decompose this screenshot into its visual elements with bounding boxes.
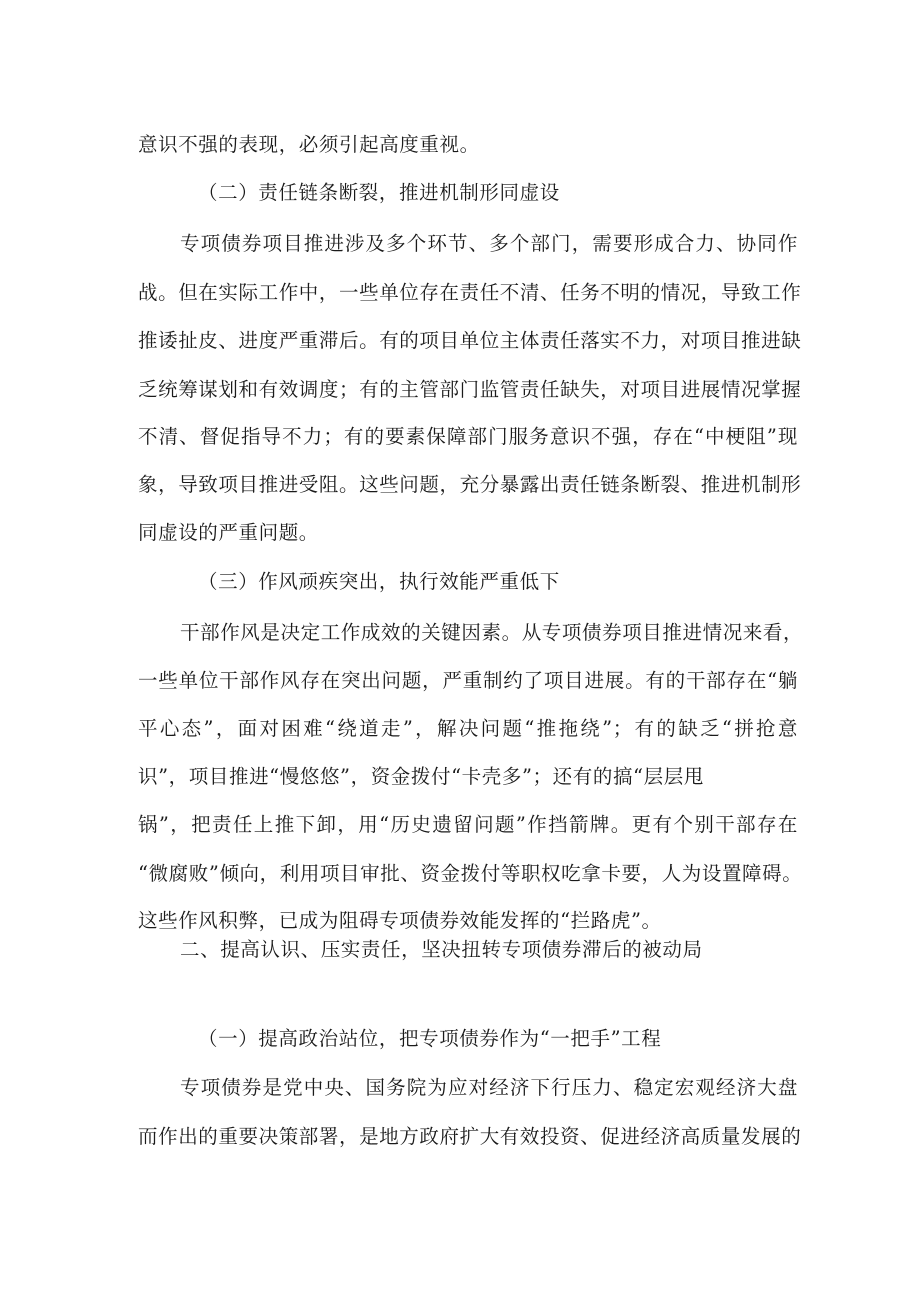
paragraph-line: 而作出的重要决策部署，是地方政府扩大有效投资、促进经济高质量发展的 [138,1125,802,1148]
paragraph-line: 识”，项目推进“慢悠悠”，资金拨付“卡壳多”；还有的搞“层层甩 [138,765,704,788]
paragraph-line: 专项债券项目推进涉及多个环节、多个部门，需要形成合力、协同作 [180,232,798,255]
paragraph-line: 推诿扯皮、进度严重滞后。有的项目单位主体责任落实不力，对项目推进缺 [138,329,802,352]
paragraph-line: 锅”，把责任上推下卸，用“历史遗留问题”作挡箭牌。更有个别干部存在 [138,813,798,836]
section-heading-3: （三）作风顽疾突出，执行效能严重低下 [198,570,560,593]
paragraph-line: 不清、督促指导不力；有的要素保障部门服务意识不强，存在“中梗阻”现 [138,425,798,448]
paragraph-line: 意识不强的表现，必须引起高度重视。 [138,133,480,156]
paragraph-line: 平心态”，面对困难“绕道走”，解决问题“推拖绕”；有的缺乏“拼抢意 [138,717,798,740]
section-heading-2: （二）责任链条断裂，推进机制形同虚设 [198,181,560,204]
section-heading-1: （一）提高政治站位，把专项债券作为“一把手”工程 [198,1027,662,1050]
paragraph-line: 乏统筹谋划和有效调度；有的主管部门监管责任缺失，对项目进展情况掌握 [138,378,802,401]
paragraph-line: 象，导致项目推进受阻。这些问题，充分暴露出责任链条断裂、推进机制形 [138,473,802,496]
paragraph-line: 专项债券是党中央、国务院为应对经济下行压力、稳定宏观经济大盘 [180,1076,798,1099]
paragraph-line: 同虚设的严重问题。 [138,521,319,544]
paragraph-line: 一些单位干部作风存在突出问题，严重制约了项目进展。有的干部存在“躺 [138,669,798,692]
section-heading-major: 二、提高认识、压实责任，坚决扭转专项债券滞后的被动局 [180,938,703,961]
paragraph-line: 这些作风积弊，已成为阻碍专项债券效能发挥的“拦路虎”。 [138,909,662,932]
paragraph-line: “微腐败”倾向，利用项目审批、资金拨付等职权吃拿卡要，人为设置障碍。 [138,862,803,885]
paragraph-line: 战。但在实际工作中，一些单位存在责任不清、任务不明的情况，导致工作 [138,281,802,304]
paragraph-line: 干部作风是决定工作成效的关键因素。从专项债券项目推进情况来看， [180,621,804,644]
